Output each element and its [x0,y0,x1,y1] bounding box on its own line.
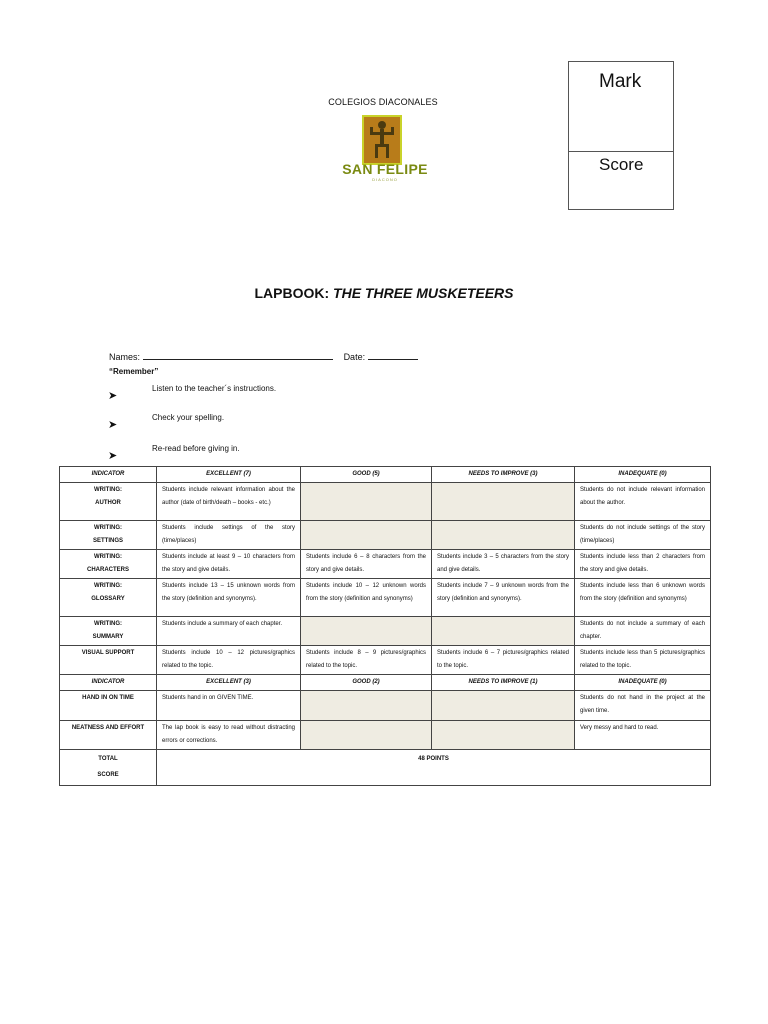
rubric-row [60,721,711,750]
names-label: Names: [109,352,141,362]
good-cell: Students include 10 – 12 unknown words from the story (definition and synonyms) [301,579,432,617]
col-improve-header: NEEDS TO IMPROVE (1) [432,675,575,691]
good-cell [301,521,432,550]
date-field[interactable] [368,350,418,360]
col-indicator-header: INDICATOR [60,675,157,691]
indicator-cell: VISUAL SUPPORT [60,646,157,675]
arrow-bullet-icon: ➤ [108,390,118,402]
rubric-row [60,579,711,617]
inadequate-cell: Students include less than 5 pictures/graphics related to the topic. [575,646,711,675]
excellent-cell: Students include 13 – 15 unknown words from the story (definition and synonyms). [157,579,301,617]
good-cell [301,483,432,521]
col-improve-header: NEEDS TO IMPROVE (3) [432,467,575,483]
inadequate-cell: Students include less than 2 characters from the story and give details. [575,550,711,579]
rubric-row [60,646,711,675]
names-date-line [109,350,418,362]
rubric-row [60,550,711,579]
total-value: 48 POINTS [157,750,711,786]
indicator-cell: HAND IN ON TIME [60,691,157,721]
improve-cell: Students include 7 – 9 unknown words from the story (definition and synonyms). [432,579,575,617]
good-cell [301,691,432,721]
improve-cell [432,617,575,646]
logo-subtext: DIACONO [372,177,398,182]
school-logo-icon [362,115,402,165]
improve-cell [432,521,575,550]
inadequate-cell: Students include less than 6 unknown words from the story (definition and synonyms) [575,579,711,617]
page-title [0,285,768,301]
col-excellent-header: EXCELLENT (7) [157,467,301,483]
col-indicator-header: INDICATOR [60,467,157,483]
excellent-cell: Students include settings of the story (time/places) [157,521,301,550]
inadequate-cell: Students do not include relevant information about the author. [575,483,711,521]
indicator-cell: WRITING: GLOSSARY [60,579,157,617]
rubric-row [60,521,711,550]
inadequate-cell: Students do not include a summary of each chapter. [575,617,711,646]
excellent-cell: Students include 10 – 12 pictures/graphics related to the topic. [157,646,301,675]
improve-cell: Students include 3 – 5 characters from the story and give details. [432,550,575,579]
col-good-header: GOOD (5) [301,467,432,483]
improve-cell [432,691,575,721]
rubric-row [60,483,711,521]
names-field[interactable] [143,350,333,360]
indicator-cell: WRITING: SUMMARY [60,617,157,646]
rubric-header-row [60,467,711,483]
title-prefix: LAPBOOK: [254,285,330,301]
school-name: COLEGIOS DIACONALES [328,97,438,107]
inadequate-cell: Students do not include settings of the story (time/places) [575,521,711,550]
indicator-cell: WRITING: SETTINGS [60,521,157,550]
title-book: THE THREE MUSKETEERS [333,285,514,301]
good-cell: Students include 8 – 9 pictures/graphics related to the topic. [301,646,432,675]
score-label: Score [599,155,644,174]
indicator-cell: WRITING: AUTHOR [60,483,157,521]
total-row [60,750,711,786]
improve-cell: Students include 6 – 7 pictures/graphics related to the topic. [432,646,575,675]
excellent-cell: Students include a summary of each chapter. [157,617,301,646]
col-inadequate-header: INADEQUATE (0) [575,467,711,483]
inadequate-cell: Very messy and hard to read. [575,721,711,750]
rubric-row [60,691,711,721]
total-label: TOTAL SCORE [60,750,157,786]
good-cell [301,721,432,750]
score-cell [569,152,673,175]
col-excellent-header: EXCELLENT (3) [157,675,301,691]
good-cell [301,617,432,646]
mark-label: Mark [599,71,642,92]
inadequate-cell: Students do not hand in the project at the given time. [575,691,711,721]
good-cell: Students include 6 – 8 characters from the story and give details. [301,550,432,579]
mark-cell [569,62,673,152]
rubric-table [59,466,711,786]
indicator-cell: WRITING: CHARACTERS [60,550,157,579]
col-good-header: GOOD (2) [301,675,432,691]
excellent-cell: Students include relevant information about the author (date of birth/death – books - etc.) [157,483,301,521]
arrow-bullet-icon: ➤ [108,450,118,462]
instruction-text: Check your spelling. [152,413,225,422]
improve-cell [432,721,575,750]
excellent-cell: The lap book is easy to read without distracting errors or corrections. [157,721,301,750]
remember-heading: “Remember” [109,367,159,376]
mark-score-box [568,61,674,210]
instruction-text: Listen to the teacher´s instructions. [152,384,277,393]
improve-cell [432,483,575,521]
col-inadequate-header: INADEQUATE (0) [575,675,711,691]
excellent-cell: Students include at least 9 – 10 characters from the story and give details. [157,550,301,579]
indicator-cell: NEATNESS AND EFFORT [60,721,157,750]
excellent-cell: Students hand in on GIVEN TIME. [157,691,301,721]
instruction-text: Re-read before giving in. [152,444,240,453]
rubric-header-row [60,675,711,691]
arrow-bullet-icon: ➤ [108,419,118,431]
logo-text: SAN FELIPE [342,161,428,177]
rubric-row [60,617,711,646]
date-label: Date: [343,352,366,362]
